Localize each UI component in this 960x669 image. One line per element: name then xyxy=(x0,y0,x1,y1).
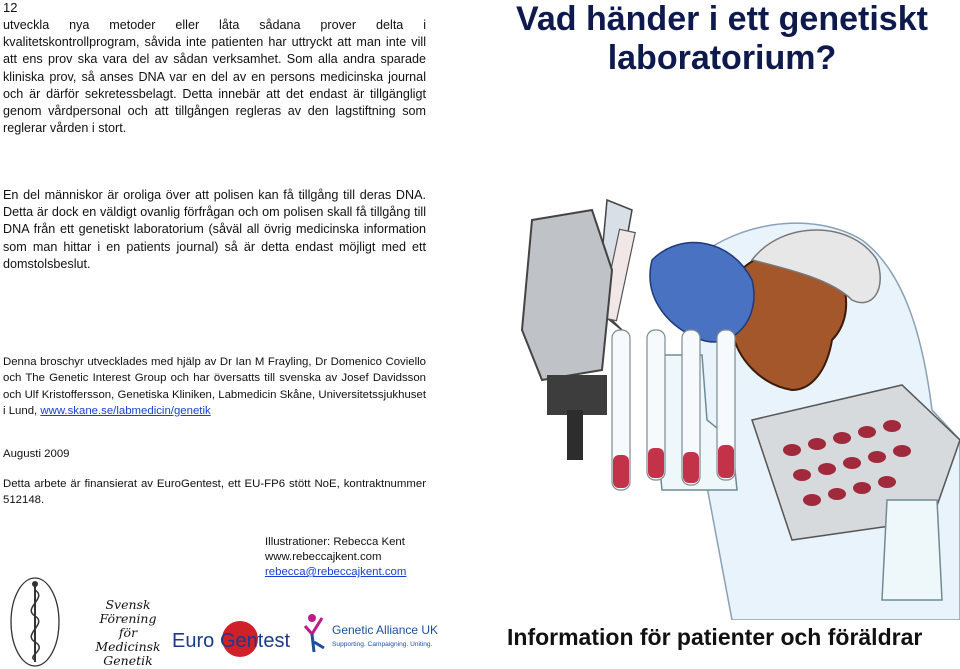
svmg-line: för xyxy=(118,625,138,640)
illustrator-label: Illustrationer: Rebecca Kent xyxy=(265,536,405,548)
beaker xyxy=(882,500,942,600)
microscope-body xyxy=(522,210,612,380)
eurogentest-gentest-text: Gentest xyxy=(220,630,291,652)
body-paragraph-police: En del människor är oroliga över att polisen kan få tillgång till deras DNA. Detta är dock en väldigt ovanlig förfrågan och om polisen skall få tillgång till DNA från ett genetiskt laboratorium (såväl all övrig medicinska information som man hittar i en patients journal) så är detta endast möjligt med ett domstolsbeslut. xyxy=(3,188,426,271)
credits-paragraph xyxy=(3,354,426,419)
svmg-line: Genetik xyxy=(103,653,153,668)
caduceus-logo xyxy=(6,570,64,668)
page-title: Vad händer i ett genetiskt laboratorium? xyxy=(516,0,928,77)
microscope-base xyxy=(547,375,607,415)
funding-statement: Detta arbete är finansierat av EuroGentest, ett EU-FP6 stött NoE, kontraktnummer 512148. xyxy=(3,478,426,507)
publication-date: Augusti 2009 xyxy=(3,448,70,460)
illustrator-website: www.rebeccajkent.com xyxy=(265,551,382,563)
lab-scientist-illustration xyxy=(432,180,960,620)
footer-title: Information för patienter och föräldrar xyxy=(507,624,923,650)
microscope-stand xyxy=(567,410,583,460)
credits-link[interactable]: www.skane.se/labmedicin/genetik xyxy=(40,404,211,417)
illustrator-credit xyxy=(265,535,406,580)
svmg-line: Medicinsk xyxy=(95,639,161,654)
eurogentest-euro-text: Euro xyxy=(172,630,215,652)
illustrator-email-link[interactable]: rebecca@rebeccajkent.com xyxy=(265,566,407,578)
body-paragraph-privacy: utveckla nya metoder eller låta sådana prover delta i kvalitetskontrollprogram, såvida inte patienten har uttryckt att man inte vill att ens prov ska vara del av sådan verksamhet. Som alla andra sparade kliniska prov, så anses DNA var en del av en persons medicinska journal och är därför sekretessbelagt. Detta innebär att det endast är tillgängligt genom vårdpersonal och att tillgången regleras av den lagstiftning som reglerar vården i stort. xyxy=(3,18,426,136)
page-number: 12 xyxy=(3,0,18,15)
gauk-tagline: Supporting. Campaigning. Uniting. xyxy=(332,641,433,648)
eurogentest-logo xyxy=(172,612,297,662)
genetic-alliance-uk-logo xyxy=(302,612,452,658)
svmg-line: Svensk Förening xyxy=(99,597,157,626)
gauk-name: Genetic Alliance UK xyxy=(332,623,439,637)
gauk-figure-icon xyxy=(305,614,324,652)
svmg-logo xyxy=(78,598,178,668)
credits-text: Denna broschyr utvecklades med hjälp av Dr Ian M Frayling, Dr Domenico Coviello och The Genetic Interest Group och har översatts till svenska av Josef Davidsson och Ulf Kristoffersson, Genetiska Kliniken, Labmedicin Skåne, Universitetssjukhuset i Lund, xyxy=(3,356,426,417)
